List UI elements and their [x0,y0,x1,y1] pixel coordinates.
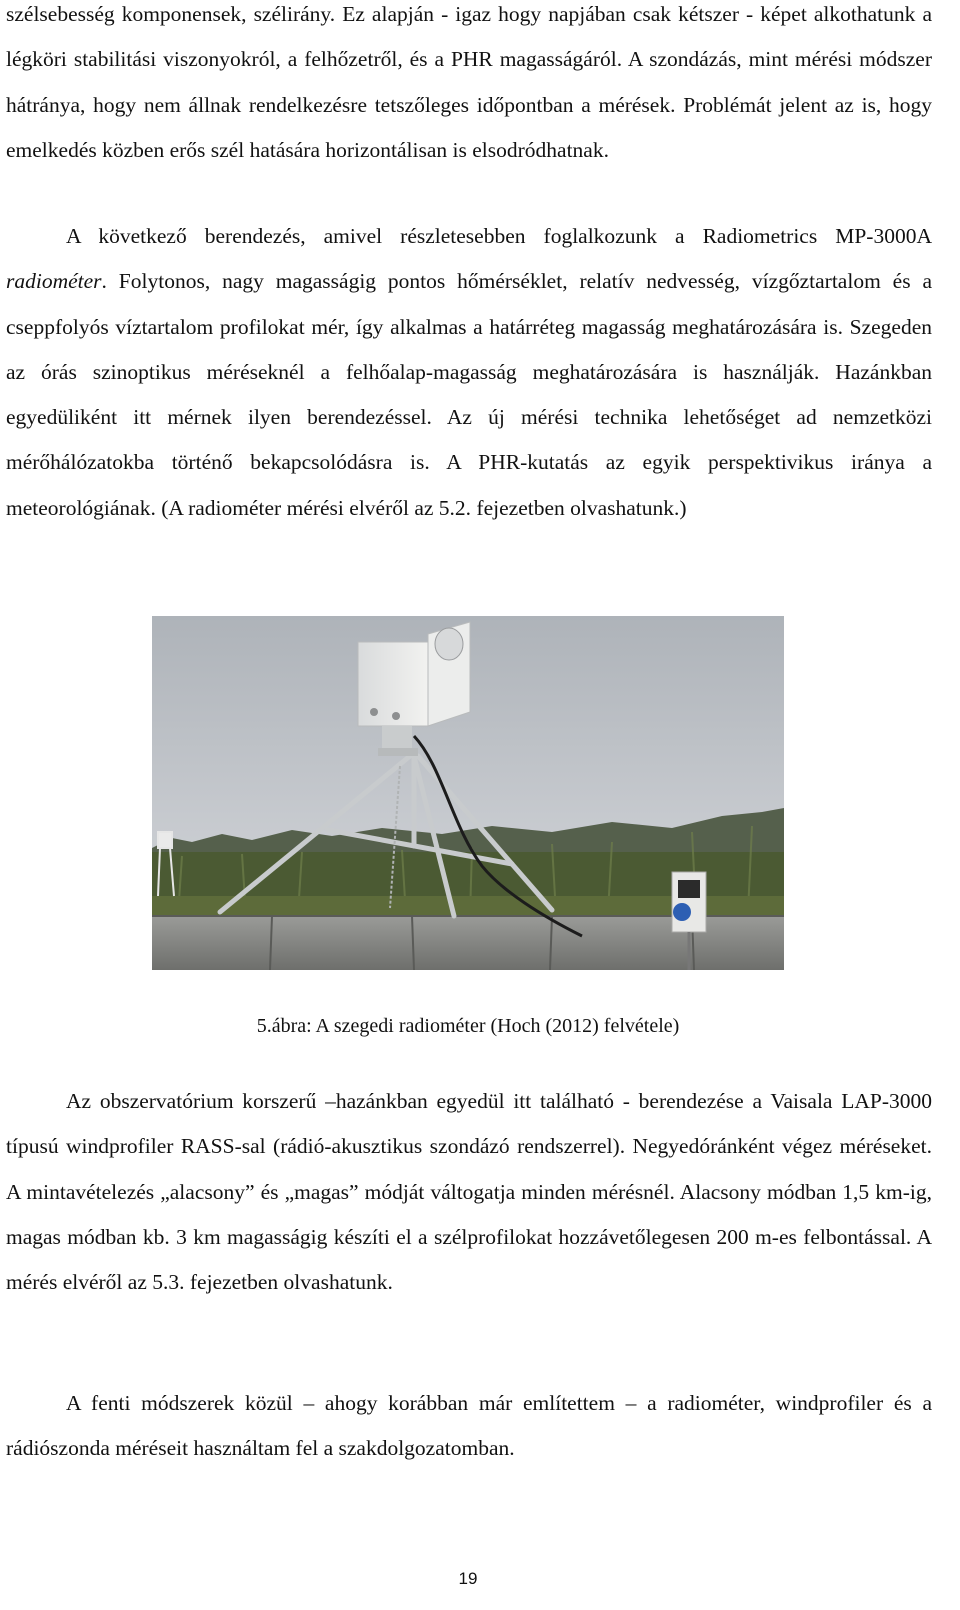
page-number: 19 [458,1569,478,1588]
paragraph-sounding: szélsebesség komponensek, szélirány. Ez alapján - igaz hogy napjában csak kétszer - képet alkothatunk a légköri stabilitási viszonyokról, a felhőzetről, és a PHR magasságáról. A szondázás, mint mérési módszer hátránya, hogy nem állnak rendelkezésre tetszőleges időpontban a mérések. Problémát jelent az is, hogy emelkedés közben erős szél hatására horizontálisan is elsodródhatnak. [6,2,932,162]
paragraph-radiometer-text-a: A következő berendezés, amivel részletesebben foglalkozunk a Radiometrics MP-3000A [66,224,932,248]
paragraph-windprofiler: Az obszervatórium korszerű –hazánkban egyedül itt található - berendezése a Vaisala LAP-3000 típusú windprofiler RASS-sal (rádió-akusztikus szondázó rendszerrel). Negyedóránként végez méréseket. A mintavételezés „alacsony” és „magas” módját váltogatja minden mérésnél. Alacsony módban 1,5 km-ig, magas módban kb. 3 km magasságig készíti el a szélprofilokat hozzávetőlegesen 200 m-es felbontással. A mérés elvéről az 5.3. fejezetben olvashatunk. [6,1089,932,1295]
figure-caption: 5.ábra: A szegedi radiométer (Hoch (2012) felvétele) [256,1015,680,1037]
paragraph-radiometer-text-b: . Folytonos, nagy magasságig pontos hőmérséklet, relatív nedvesség, vízgőztartalom és a cseppfolyós víztartalom profilokat mér, így alkalmas a határréteg magasság meghatározására is. Szegeden az órás szinoptikus méréseknél a felhőalap-magasság meghatározására is használják. Hazánkban egyedüliként itt mérnek ilyen berendezéssel. Az új mérési technika lehetőséget ad nemzetközi mérőhálózatokba történő bekapcsolódásra is. A PHR-kutatás az egyik perspektivikus iránya a meteorológiának. (A radiométer mérési elvéről az 5.2. fejezetben olvashatunk.) [6,269,932,520]
paragraph-radiometer [6,214,932,531]
radiometer-photo [152,616,784,970]
paragraph-methods-used: A fenti módszerek közül – ahogy korábban már említettem – a radiométer, windprofiler és a rádiószonda méréseit használtam fel a szakdolgozatomban. [6,1391,932,1461]
radiometer-term: radiométer [6,269,102,294]
